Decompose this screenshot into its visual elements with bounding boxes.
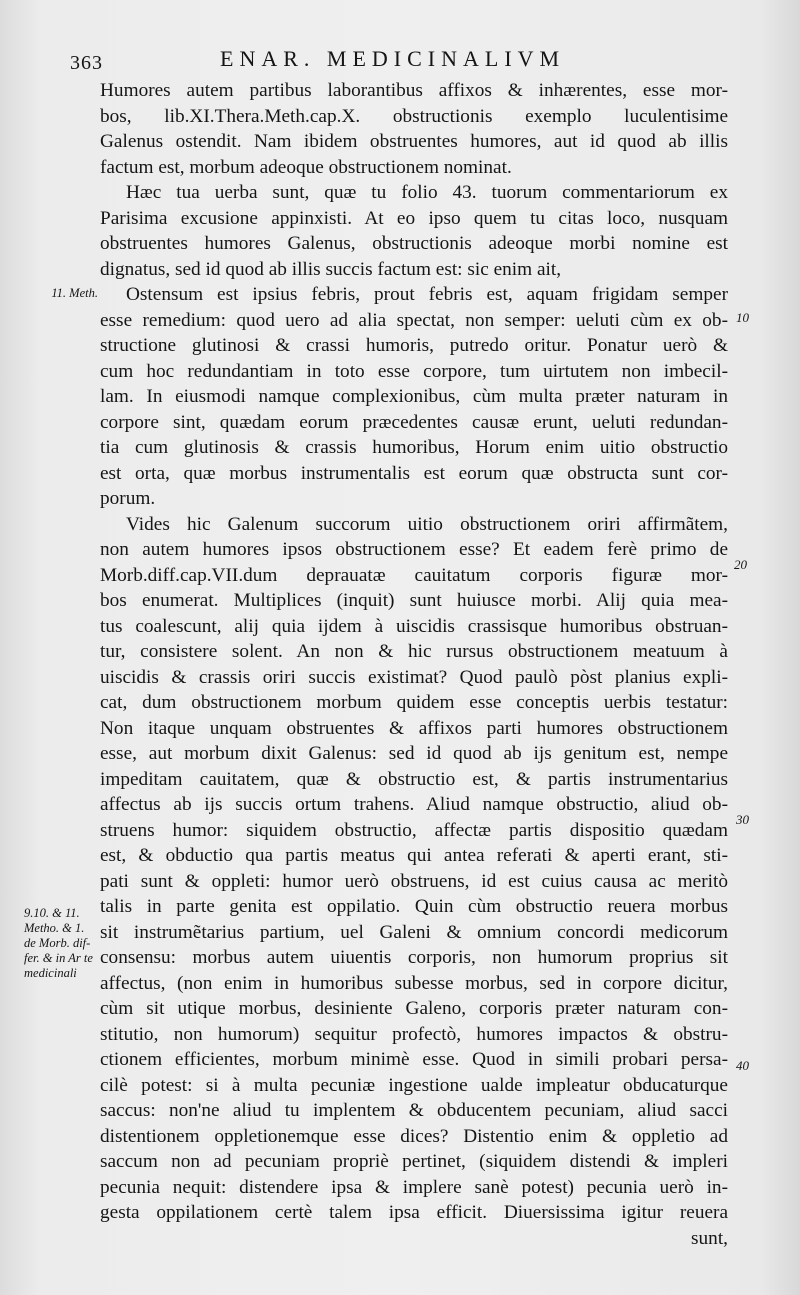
line-number: 30 [736,812,749,827]
show-through-text [22,462,92,475]
text-line: est orta, quæ morbus instrumentalis est eorum quæ obstructa sunt cor- [100,462,728,484]
text-line: talis in parte genita est oppilatio. Quin cùm obstructio reuera morbus [100,896,728,917]
text-line: pati sunt & oppleti: humor uerò obstruens, id est cuius causa ac meritò [100,870,728,892]
text-line: esse remedium: quod uero ad alia spectat, non semper: ueluti cùm ex ob- [100,309,728,331]
text-line: impeditam cauitatem, quæ & obstructio est, & partis instrumentarius [100,768,728,790]
margin-note-reference: 9.10. & 11. Metho. & 1. de Morb. dif- fer. & in Ar te medicinali [24,906,93,980]
text-line: corpore sint, quædam eorum præcedentes causæ erunt, ueluti redundan- [100,411,728,433]
text-line: Ostensum est ipsius febris, prout febris est, aquam frigidam semper [126,284,728,305]
text-line: distentionem oppletionemque esse dices? Distentio enim & oppletio ad [100,1125,728,1147]
text-line: tia cum glutinosis & crassis humoribus, Horum enim uitio obstructio [100,437,728,458]
text-line: Vides hic Galenum succorum uitio obstructionem oriri affirmãtem, [126,513,728,535]
text-line: lam. In eiusmodi namque complexionibus, cùm multa præter naturam in [100,386,728,407]
body-text [100,78,728,1251]
text-line: bos, lib.XI.Thera.Meth.cap.X. obstructionis exemplo luculentisime [100,105,728,127]
text-line: porum. [100,488,156,509]
line-number: 10 [736,310,749,325]
text-line: ctionem efficientes, morbum minimè esse. Quod in simili probari persa- [100,1049,728,1070]
text-line: struens humor: siquidem obstructio, affectæ partis dispositio quædam [100,819,728,841]
text-line: sit instrumẽtarius partium, uel Galeni & omnium concordi medicorum [100,921,728,943]
text-line: affectus ab ijs succis ortum trahens. Aliud namque obstructio, aliud ob- [100,794,728,815]
text-line: bos enumerat. Multiplices (inquit) sunt huiusce morbi. Alij quia mea- [100,590,728,611]
margin-note-reference: 11. Meth. [51,286,98,300]
text-line: factum est, morbum adeoque obstructionem nominat. [100,156,512,178]
text-line: uiscidis & crassis oriri succis existimat? Quod paulò pòst planius expli- [100,666,728,688]
text-line: saccus: non'ne aliud tu implentem & obducentem pecuniam, aliud sacci [100,1100,728,1121]
text-line: cùm sit utique morbus, desiniente Galeno, corporis præter naturam con- [100,998,728,1019]
text-line: stitutio, non humorum) sequitur profectò, humores impactos & obstru- [100,1023,728,1045]
text-line: consensu: morbus autem uiuentis corporis, non humorum proprius sit [100,947,728,968]
text-line: tur, consistere solent. An non & hic rursus obstructionem meatuum à [100,641,728,662]
text-line: structione glutinosi & crassi humoris, putredo oritur. Ponatur uerò & [100,335,728,356]
text-line: cum hoc redundantiam in toto esse corpore, tum uirtutem non imbecil- [100,360,728,382]
text-line: Hæc tua uerba sunt, quæ tu folio 43. tuorum commentariorum ex [126,182,728,203]
line-number: 20 [734,557,747,572]
text-line: tus coalescunt, alij quia ijdem à uiscidis crassisque humoribus obstruan- [100,615,728,637]
text-line: non autem humores ipsos obstructionem esse? Et eadem ferè primo de [100,539,728,560]
text-line: Humores autem partibus laborantibus affixos & inhærentes, esse mor- [100,80,728,101]
catchword: sunt, [691,1227,728,1249]
text-line: saccum non ad pecuniam propriè pertinet, (siquidem distendi & impleri [100,1151,728,1172]
text-line: Parisima excusione appinxisti. At eo ipso quem tu citas loco, nusquam [100,207,728,229]
text-line: pecunia nequit: distendere ipsa & implere sanè potest) pecunia uerò in- [100,1176,728,1198]
text-line: affectus, (non enim in humoribus subesse morbus, sed in corpore dicitur, [100,972,728,994]
text-line: gesta oppilationem certè talem ipsa efficit. Diuersissima igitur reuera [100,1202,728,1223]
text-line: cilè potest: si à multa pecuniæ ingestione ualde impleatur obducaturque [100,1074,728,1096]
text-line: cat, dum obstructionem morbum quidem esse conceptis uerbis testatur: [100,692,728,713]
running-head: ENAR. MEDICINALIVM [220,46,566,71]
text-line: Non itaque unquam obstruentes & affixos parti humores obstructionem [100,717,728,739]
text-line: dignatus, sed id quod ab illis succis factum est: sic enim ait, [100,258,562,280]
text-line: obstruentes humores Galenus, obstructionis adeoque morbi nomine est [100,233,728,254]
text-line: esse, aut morbum dixit Galenus: sed id quod ab ijs genitum est, nempe [100,743,728,764]
text-line: Galenus ostendit. Nam ibidem obstruentes humores, aut id quod ab illis [100,131,728,152]
line-number: 40 [736,1058,749,1073]
text-line: est, & obductio qua partis meatus qui antea referati & aperti erant, sti- [100,845,728,866]
page-number: 363 [70,52,103,74]
text-line: Morb.diff.cap.VII.dum deprauatæ cauitatum corporis figuræ mor- [100,564,728,586]
